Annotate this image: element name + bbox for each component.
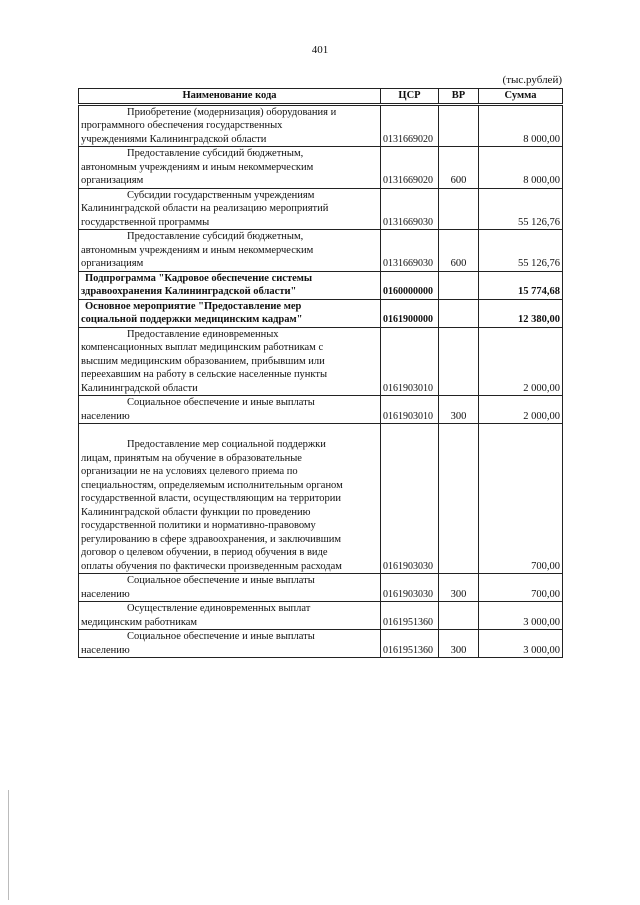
table-row [79, 104, 563, 147]
row-vr-cell [439, 299, 479, 327]
row-vr-cell: 300 [439, 396, 479, 424]
table-row [79, 424, 563, 574]
row-vr-cell [439, 327, 479, 396]
row-csr-cell: 0161903010 [381, 327, 439, 396]
row-vr-cell [439, 424, 479, 574]
row-vr-cell: 300 [439, 574, 479, 602]
row-csr-cell: 0161951360 [381, 630, 439, 658]
row-csr-cell: 0131669020 [381, 147, 439, 189]
header-name: Наименование кода [79, 89, 381, 105]
units-label: (тыс.рублей) [502, 74, 562, 86]
row-vr-cell [439, 602, 479, 630]
row-sum-cell: 2 000,00 [479, 396, 563, 424]
row-name-cell [79, 424, 381, 574]
table-row [79, 147, 563, 189]
row-sum-cell: 3 000,00 [479, 602, 563, 630]
row-name-cell [79, 271, 381, 299]
row-sum-cell: 2 000,00 [479, 327, 563, 396]
row-sum-cell: 700,00 [479, 574, 563, 602]
row-name-cell [79, 574, 381, 602]
row-name-text: Субсидии государственным учреждениям Калининградской области на реализацию мероприятий государственной программы [81, 189, 329, 228]
row-name-text: Приобретение (модернизация) оборудования и программного обеспечения государственных учреждениями Калининградской области [81, 106, 337, 145]
row-sum-cell: 700,00 [479, 424, 563, 574]
table-row [79, 271, 563, 299]
budget-table [78, 88, 563, 658]
row-name-text: Предоставление субсидий бюджетным, автономным учреждениям и иным некоммерческим организациям [81, 231, 314, 269]
header-sum: Сумма [479, 89, 563, 105]
scan-margin-mark [8, 790, 9, 900]
row-csr-cell: 0131669030 [381, 230, 439, 272]
row-csr-cell: 0161900000 [381, 299, 439, 327]
row-vr-cell [439, 104, 479, 147]
row-name-text: Предоставление субсидий бюджетным, автономным учреждениям и иным некоммерческим организациям [81, 148, 314, 186]
row-name-cell [79, 630, 381, 658]
row-name-cell [79, 327, 381, 396]
table-row [79, 630, 563, 658]
row-vr-cell: 600 [439, 147, 479, 189]
table-row [79, 188, 563, 230]
row-name-text: Подпрограмма "Кадровое обеспечение системы здравоохранения Калининградской области" [81, 272, 313, 297]
row-sum-cell: 12 380,00 [479, 299, 563, 327]
table-row [79, 602, 563, 630]
row-sum-cell: 55 126,76 [479, 188, 563, 230]
row-sum-cell: 3 000,00 [479, 630, 563, 658]
row-csr-cell: 0161903030 [381, 424, 439, 574]
row-sum-cell: 8 000,00 [479, 104, 563, 147]
table-body [79, 104, 563, 658]
row-csr-cell: 0161951360 [381, 602, 439, 630]
row-vr-cell [439, 271, 479, 299]
row-spacer [81, 424, 378, 438]
table-row [79, 327, 563, 396]
header-vr: ВР [439, 89, 479, 105]
row-vr-cell: 300 [439, 630, 479, 658]
row-name-cell [79, 230, 381, 272]
row-name-cell [79, 104, 381, 147]
table-header-row [79, 89, 563, 105]
row-name-text: Предоставление единовременных компенсационных выплат медицинским работникам с высшим медицинским образованием, прибывшим или переехавшим на работу в сельские населенные пункты Калининградской области [81, 328, 328, 394]
row-name-text: Социальное обеспечение и иные выплаты населению [81, 575, 315, 600]
row-csr-cell: 0160000000 [381, 271, 439, 299]
row-name-text: Основное мероприятие "Предоставление мер социальной поддержки медицинским кадрам" [81, 300, 303, 325]
table-row [79, 230, 563, 272]
page-number: 401 [311, 44, 329, 56]
row-name-text: Социальное обеспечение и иные выплаты населению [81, 631, 315, 656]
row-vr-cell: 600 [439, 230, 479, 272]
row-csr-cell: 0161903010 [381, 396, 439, 424]
row-vr-cell [439, 188, 479, 230]
row-name-text: Предоставление мер социальной поддержки лицам, принятым на обучение в образовательные организации не на условиях целевого приема по специальностям, определяемым исполнительным органом государственной власти, осуществляющим на территории Калининградской области функции по проведению государственной политики и нормативно-правовому регулированию в сфере здравоохранения, и заключившим договор о целевом обучении, в период обучения в виде оплаты обучения по фактически произведенным расходам [81, 439, 343, 572]
row-sum-cell: 8 000,00 [479, 147, 563, 189]
row-name-cell [79, 602, 381, 630]
table-row [79, 396, 563, 424]
row-name-cell [79, 396, 381, 424]
row-csr-cell: 0161903030 [381, 574, 439, 602]
row-csr-cell: 0131669020 [381, 104, 439, 147]
row-name-cell [79, 188, 381, 230]
row-sum-cell: 55 126,76 [479, 230, 563, 272]
header-csr: ЦСР [381, 89, 439, 105]
table-row [79, 299, 563, 327]
row-csr-cell: 0131669030 [381, 188, 439, 230]
row-name-cell [79, 299, 381, 327]
row-name-text: Социальное обеспечение и иные выплаты населению [81, 397, 315, 422]
row-name-cell [79, 147, 381, 189]
row-name-text: Осуществление единовременных выплат медицинским работникам [81, 603, 311, 628]
row-sum-cell: 15 774,68 [479, 271, 563, 299]
table-row [79, 574, 563, 602]
